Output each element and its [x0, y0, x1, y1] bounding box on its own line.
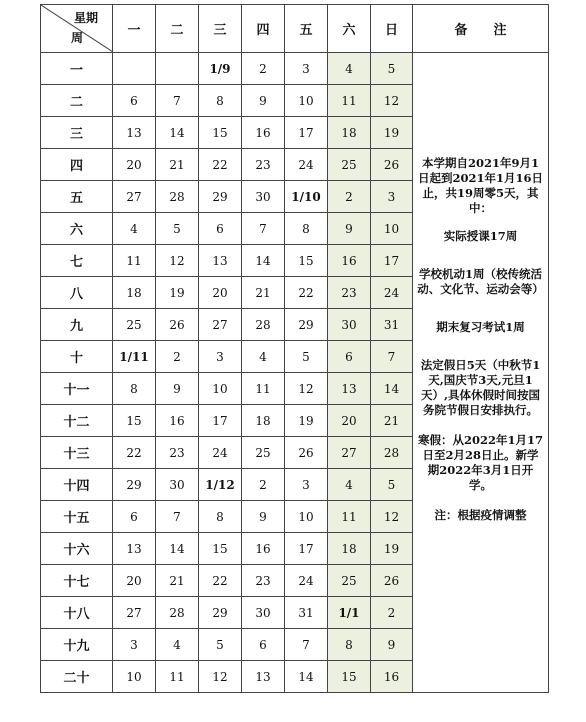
school-calendar-table — [40, 4, 549, 693]
note-text: 注：根据疫情调整 — [434, 508, 527, 522]
day-header: 二 — [156, 5, 199, 53]
week-number: 一 — [41, 53, 113, 85]
day-cell: 22 — [285, 277, 328, 309]
day-cell: 16 — [242, 117, 285, 149]
day-cell: 18 — [242, 405, 285, 437]
day-cell: 7 — [242, 213, 285, 245]
day-cell: 9 — [242, 501, 285, 533]
day-cell: 17 — [285, 533, 328, 565]
week-number: 十七 — [41, 565, 113, 597]
day-cell: 2 — [371, 597, 413, 629]
day-cell: 5 — [156, 213, 199, 245]
week-number: 三 — [41, 117, 113, 149]
day-cell: 5 — [199, 629, 242, 661]
header-row — [41, 5, 549, 53]
day-cell: 2 — [242, 469, 285, 501]
day-cell: 8 — [199, 501, 242, 533]
corner-week-label: 周 — [71, 31, 84, 45]
day-cell: 12 — [371, 85, 413, 117]
day-cell: 24 — [285, 149, 328, 181]
day-cell: 31 — [371, 309, 413, 341]
day-cell: 9 — [242, 85, 285, 117]
day-cell: 21 — [156, 149, 199, 181]
day-header: 一 — [113, 5, 156, 53]
day-cell: 8 — [328, 629, 371, 661]
day-cell: 18 — [328, 117, 371, 149]
notes-spacer — [417, 418, 544, 433]
day-cell: 13 — [199, 245, 242, 277]
day-cell: 16 — [328, 245, 371, 277]
note-text: 期末复习考试1周 — [436, 320, 525, 334]
day-cell: 5 — [285, 341, 328, 373]
day-cell: 10 — [371, 213, 413, 245]
day-cell: 23 — [328, 277, 371, 309]
day-cell: 3 — [285, 469, 328, 501]
week-number: 七 — [41, 245, 113, 277]
day-cell: 4 — [242, 341, 285, 373]
note-text: 法定假日5天（中秋节1天,国庆节3天,元旦1天）,具体休假时间按国务院节假日安排执行。 — [420, 358, 541, 417]
day-cell: 13 — [113, 117, 156, 149]
day-cell: 28 — [156, 597, 199, 629]
day-cell: 31 — [285, 597, 328, 629]
week-number: 十三 — [41, 437, 113, 469]
day-cell: 7 — [371, 341, 413, 373]
day-cell: 9 — [156, 373, 199, 405]
day-cell: 21 — [156, 565, 199, 597]
notes-spacer — [417, 297, 544, 320]
day-cell: 30 — [242, 181, 285, 213]
day-cell: 22 — [113, 437, 156, 469]
week-number: 十六 — [41, 533, 113, 565]
day-cell: 15 — [113, 405, 156, 437]
day-cell: 12 — [199, 661, 242, 693]
day-cell: 29 — [285, 309, 328, 341]
corner-header — [41, 5, 113, 53]
day-cell: 12 — [156, 245, 199, 277]
day-cell: 3 — [285, 53, 328, 85]
day-cell: 19 — [285, 405, 328, 437]
day-cell: 13 — [242, 661, 285, 693]
day-cell: 23 — [156, 437, 199, 469]
day-cell: 9 — [328, 213, 371, 245]
day-cell: 3 — [371, 181, 413, 213]
day-cell: 28 — [156, 181, 199, 213]
day-cell: 25 — [328, 149, 371, 181]
week-number: 二十 — [41, 661, 113, 693]
day-cell: 25 — [328, 565, 371, 597]
week-number: 六 — [41, 213, 113, 245]
week-number: 十 — [41, 341, 113, 373]
day-cell: 27 — [113, 181, 156, 213]
day-cell: 4 — [156, 629, 199, 661]
week-number: 十四 — [41, 469, 113, 501]
day-cell: 11 — [156, 661, 199, 693]
note-text: 本学期自2021年9月1日起到2021年1月16日止，共19周零5天，其中： — [417, 156, 543, 215]
day-cell: 14 — [371, 373, 413, 405]
week-number: 十五 — [41, 501, 113, 533]
note-text: 学校机动1周（校传统活动、文化节、运动会等） — [417, 267, 544, 296]
day-cell: 2 — [156, 341, 199, 373]
note-text: 实际授课17周 — [443, 229, 518, 243]
day-cell: 21 — [371, 405, 413, 437]
day-cell: 8 — [113, 373, 156, 405]
day-cell: 17 — [199, 405, 242, 437]
day-cell: 29 — [199, 597, 242, 629]
day-cell: 21 — [242, 277, 285, 309]
day-cell: 16 — [242, 533, 285, 565]
day-cell: 17 — [371, 245, 413, 277]
week-number: 四 — [41, 149, 113, 181]
day-cell: 15 — [285, 245, 328, 277]
day-cell: 4 — [113, 213, 156, 245]
day-cell: 1/9 — [199, 53, 242, 85]
day-cell: 20 — [113, 565, 156, 597]
day-cell: 10 — [285, 85, 328, 117]
day-cell: 7 — [285, 629, 328, 661]
week-number: 十一 — [41, 373, 113, 405]
day-cell: 24 — [371, 277, 413, 309]
notes-spacer — [417, 216, 544, 229]
day-cell: 2 — [328, 181, 371, 213]
day-cell: 28 — [242, 309, 285, 341]
week-number: 十九 — [41, 629, 113, 661]
day-cell: 4 — [328, 469, 371, 501]
day-cell: 28 — [371, 437, 413, 469]
day-cell: 30 — [156, 469, 199, 501]
day-cell: 8 — [199, 85, 242, 117]
calendar-body — [41, 53, 549, 693]
day-cell: 3 — [113, 629, 156, 661]
day-cell: 4 — [328, 53, 371, 85]
day-cell: 15 — [199, 117, 242, 149]
week-number: 十八 — [41, 597, 113, 629]
day-cell: 14 — [156, 533, 199, 565]
day-cell: 17 — [285, 117, 328, 149]
day-header: 三 — [199, 5, 242, 53]
day-header: 四 — [242, 5, 285, 53]
day-cell: 27 — [199, 309, 242, 341]
day-cell: 13 — [113, 533, 156, 565]
day-cell: 15 — [199, 533, 242, 565]
day-cell: 24 — [285, 565, 328, 597]
day-cell: 16 — [371, 661, 413, 693]
day-cell: 27 — [328, 437, 371, 469]
day-cell: 14 — [156, 117, 199, 149]
day-cell: 29 — [199, 181, 242, 213]
day-cell: 12 — [285, 373, 328, 405]
day-cell: 6 — [113, 85, 156, 117]
day-cell: 11 — [328, 85, 371, 117]
day-cell: 2 — [242, 53, 285, 85]
notes-header: 备 注 — [413, 5, 549, 53]
day-cell: 1/12 — [199, 469, 242, 501]
day-cell: 23 — [242, 149, 285, 181]
day-cell: 29 — [113, 469, 156, 501]
day-cell: 19 — [156, 277, 199, 309]
day-header: 日 — [371, 5, 413, 53]
week-number: 五 — [41, 181, 113, 213]
day-cell: 3 — [199, 341, 242, 373]
day-cell: 6 — [199, 213, 242, 245]
notes-spacer — [417, 335, 544, 358]
day-cell: 11 — [328, 501, 371, 533]
day-header: 五 — [285, 5, 328, 53]
day-cell: 9 — [371, 629, 413, 661]
day-cell: 5 — [371, 53, 413, 85]
day-cell: 1/1 — [328, 597, 371, 629]
day-cell: 25 — [242, 437, 285, 469]
day-cell: 25 — [113, 309, 156, 341]
day-cell: 19 — [371, 117, 413, 149]
day-cell: 6 — [328, 341, 371, 373]
day-cell: 10 — [113, 661, 156, 693]
day-cell: 12 — [371, 501, 413, 533]
week-number: 二 — [41, 85, 113, 117]
day-cell: 26 — [285, 437, 328, 469]
day-cell: 22 — [199, 149, 242, 181]
day-cell: 14 — [242, 245, 285, 277]
day-cell: 16 — [156, 405, 199, 437]
day-cell: 20 — [328, 405, 371, 437]
day-cell: 6 — [113, 501, 156, 533]
day-cell: 26 — [371, 565, 413, 597]
notes-spacer — [417, 244, 544, 267]
day-cell: 10 — [285, 501, 328, 533]
notes-spacer — [417, 53, 544, 156]
day-cell: 1/10 — [285, 181, 328, 213]
notes-spacer — [417, 493, 544, 508]
day-cell: 18 — [328, 533, 371, 565]
day-cell: 22 — [199, 565, 242, 597]
day-cell: 5 — [371, 469, 413, 501]
day-cell: 26 — [371, 149, 413, 181]
notes-cell — [413, 53, 549, 693]
day-cell — [156, 53, 199, 85]
day-header: 六 — [328, 5, 371, 53]
day-cell: 20 — [113, 149, 156, 181]
day-cell: 11 — [242, 373, 285, 405]
day-cell: 27 — [113, 597, 156, 629]
day-cell: 8 — [285, 213, 328, 245]
day-cell: 30 — [242, 597, 285, 629]
day-cell: 11 — [113, 245, 156, 277]
day-cell: 15 — [328, 661, 371, 693]
day-cell: 20 — [199, 277, 242, 309]
day-cell: 6 — [242, 629, 285, 661]
day-cell: 18 — [113, 277, 156, 309]
day-cell: 24 — [199, 437, 242, 469]
week-number: 九 — [41, 309, 113, 341]
day-cell: 26 — [156, 309, 199, 341]
day-cell: 19 — [371, 533, 413, 565]
day-cell: 10 — [199, 373, 242, 405]
day-cell — [113, 53, 156, 85]
day-cell: 1/11 — [113, 341, 156, 373]
day-cell: 14 — [285, 661, 328, 693]
day-cell: 13 — [328, 373, 371, 405]
day-cell: 23 — [242, 565, 285, 597]
day-cell: 7 — [156, 501, 199, 533]
day-cell: 7 — [156, 85, 199, 117]
week-number: 八 — [41, 277, 113, 309]
day-cell: 30 — [328, 309, 371, 341]
corner-weekday-label: 星期 — [73, 11, 98, 25]
week-row — [41, 53, 549, 85]
note-text: 寒假：从2022年1月17日至2月28日止。新学期2022年3月1日开学。 — [417, 433, 543, 492]
week-number: 十二 — [41, 405, 113, 437]
